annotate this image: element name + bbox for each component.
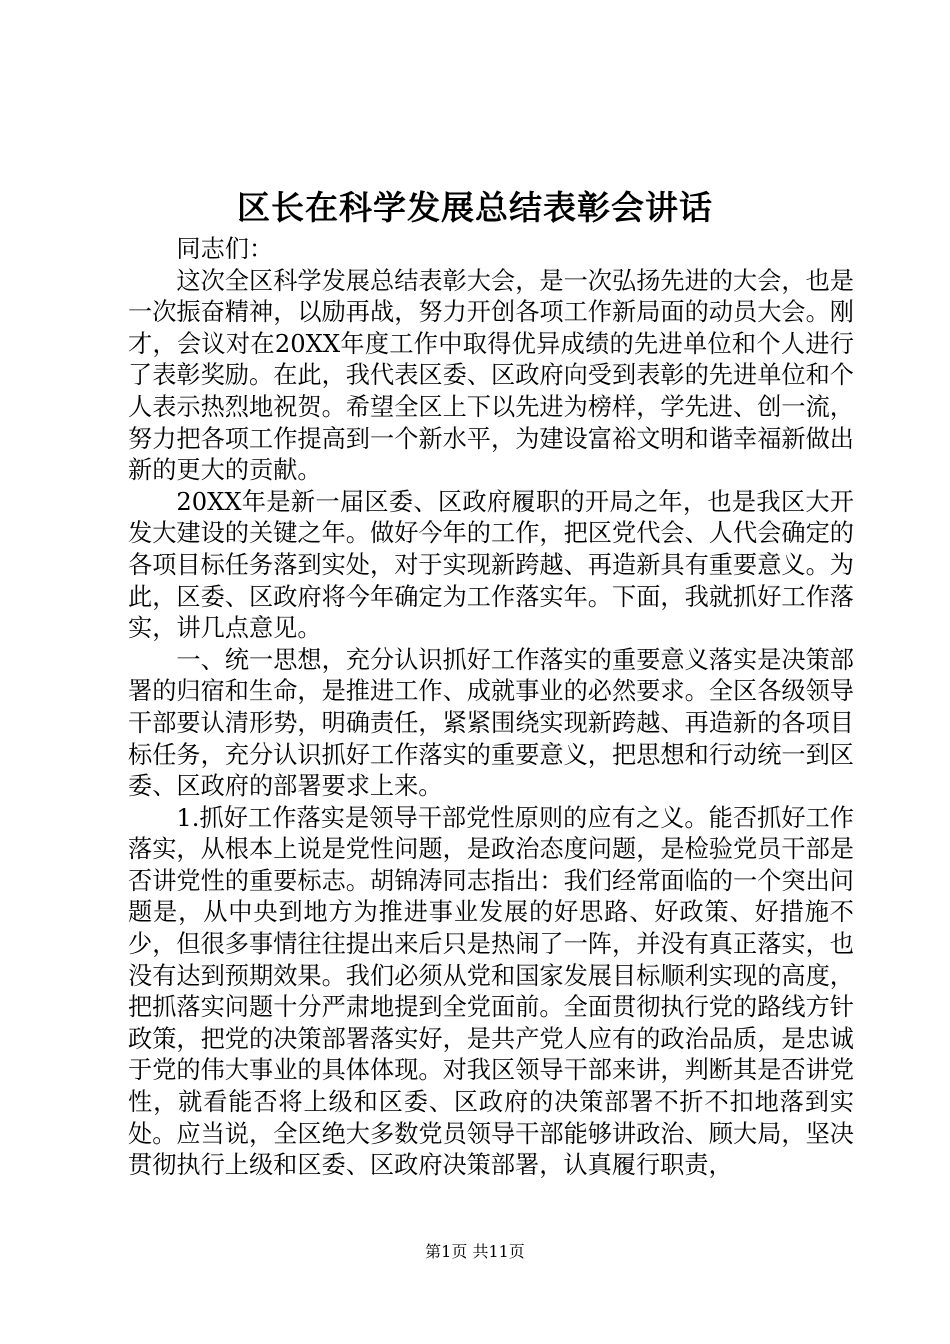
paragraph-4: 1.抓好工作落实是领导干部党性原则的应有之义。能否抓好工作落实，从根本上说是党性问题，是政治态度问题，是检验党员干部是否讲党性的重要标志。胡锦涛同志指出：我们经常面临的一个突出问题是，从中央到地方为推进事业发展的好思路、好政策、好措施不少，但很多事情往往提出来后只是热闹了一阵，并没有真正落实，也没有达到预期效果。我们必须从党和国家发展目标顺利实现的高度，把抓落实问题十分严肃地提到全党面前。全面贯彻执行党的路线方针政策，把党的决策部署落实好，是共产党人应有的政治品质，是忠诚于党的伟大事业的具体体现。对我区领导干部来讲，判断其是否讲党性，就看能否将上级和区委、区政府的决策部署不折不扣地落到实处。应当说，全区绝大多数党员领导干部能够讲政治、顾大局，坚决贯彻执行上级和区委、区政府决策部署，认真履行职责， — [128, 803, 854, 1180]
paragraph-salutation: 同志们： — [176, 235, 274, 263]
paragraph-3: 一、统一思想，充分认识抓好工作落实的重要意义落实是决策部署的归宿和生命，是推进工作、成就事业的必然要求。全区各级领导干部要认清形势，明确责任，紧紧围绕实现新跨越、再造新的各项目标任务，充分认识抓好工作落实的重要意义，把思想和行动统一到区委、区政府的部署要求上来。 — [128, 645, 854, 801]
paragraph-2: 20XX年是新一届区委、区政府履职的开局之年，也是我区大开发大建设的关键之年。做好今年的工作，把区党代会、人代会确定的各项目标任务落到实处，对于实现新跨越、再造新具有重要意义。为此，区委、区政府将今年确定为工作落实年。下面，我就抓好工作落实，讲几点意见。 — [128, 487, 854, 643]
document-title: 区长在科学发展总结表彰会讲话 — [237, 188, 713, 227]
paragraph-1: 这次全区科学发展总结表彰大会，是一次弘扬先进的大会，也是一次振奋精神，以励再战，努力开创各项工作新局面的动员大会。刚才，会议对在20XX年度工作中取得优异成绩的先进单位和个人进行了表彰奖励。在此，我代表区委、区政府向受到表彰的先进单位和个人表示热烈地祝贺。希望全区上下以先进为榜样，学先进、创一流，努力把各项工作提高到一个新水平，为建设富裕文明和谐幸福新做出新的更大的贡献。 — [128, 266, 854, 485]
document-body — [128, 234, 854, 1182]
page-footer: 第1页 共11页 — [425, 1242, 525, 1261]
